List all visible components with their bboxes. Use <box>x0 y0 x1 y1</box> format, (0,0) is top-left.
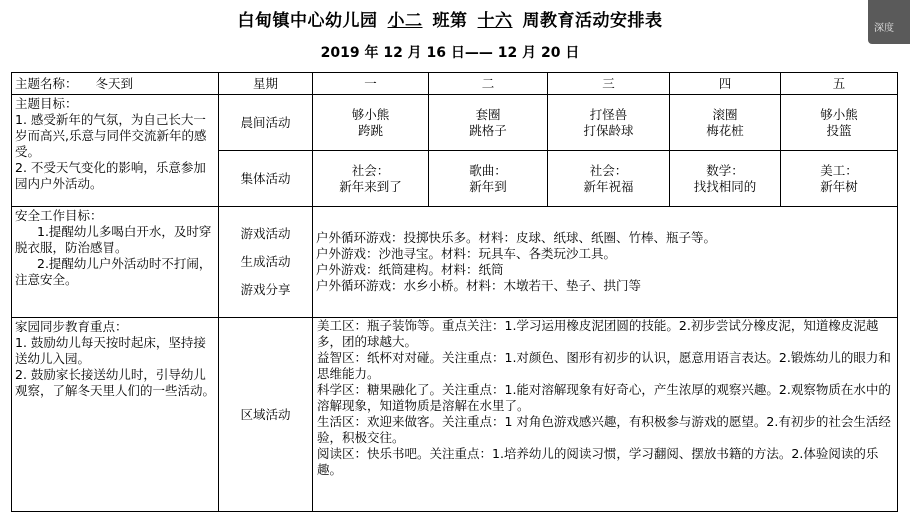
home-heading: 家园同步教育重点： <box>15 319 128 334</box>
safety-cell <box>12 207 219 318</box>
page-title <box>0 6 900 31</box>
game-line: 户外游戏：纸筒建构。材料：纸筒 <box>316 262 504 277</box>
safety-item: 1.提醒幼儿多喝白开水，及时穿脱衣服，防治感冒。 <box>15 224 212 255</box>
area-line: 科学区：糖果融化了。关注重点：1.能对溶解现象有好奇心，产生浓厚的观察兴趣。2.观察物质在水中的溶解现象，知道物质是溶解在水里了。 <box>317 382 891 413</box>
week-suffix: 周教育活动安排表 <box>522 11 663 31</box>
day-4: 四 <box>670 73 781 95</box>
morning-day-3: 打怪兽 打保龄球 <box>548 95 670 151</box>
group-day-1: 社会： 新年来到了 <box>313 151 429 207</box>
group-day-2: 歌曲： 新年到 <box>429 151 548 207</box>
theme-label: 主题名称： <box>15 75 78 91</box>
areas-content <box>313 318 898 512</box>
sharing-label: 游戏分享 <box>240 282 291 297</box>
area-line: 美工区：瓶子装饰等。重点关注：1.学习运用橡皮泥团圆的技能。2.初步尝试分橡皮泥，知道橡皮泥越多，团的球越大。 <box>317 318 879 349</box>
day-2: 二 <box>429 73 548 95</box>
class-suffix: 班第 <box>432 11 468 31</box>
morning-day-1: 够小熊 跨跳 <box>313 95 429 151</box>
group-day-3: 社会： 新年祝福 <box>548 151 670 207</box>
morning-day-2: 套圈 跳格子 <box>429 95 548 151</box>
morning-row <box>12 95 898 151</box>
games-row <box>12 207 898 318</box>
date-range: 2019 年 12 月 16 日—— 12 月 20 日 <box>320 45 580 61</box>
home-cell <box>12 318 219 512</box>
games-content <box>313 207 898 318</box>
generated-label: 生成活动 <box>240 254 291 269</box>
schedule-table <box>11 72 898 512</box>
weekday-label: 星期 <box>219 73 313 95</box>
home-item: 1. 鼓励幼儿每天按时起床，坚持接送幼儿入园。 <box>15 335 206 366</box>
header-row <box>12 73 898 95</box>
group-day-5: 美工： 新年树 <box>781 151 898 207</box>
week-value: 十六 <box>477 11 513 31</box>
goal-item: 2. 不受天气变化的影响，乐意参加园内户外活动。 <box>15 160 206 191</box>
game-line: 户外循环游戏：投掷快乐多。材料：皮球、纸球、纸圈、竹棒、瓶子等。 <box>316 230 717 245</box>
goal-item: 1. 感受新年的气氛，为自己长大一岁而高兴,乐意与同伴交流新年的感受。 <box>15 112 207 159</box>
day-1: 一 <box>313 73 429 95</box>
areas-label: 区域活动 <box>219 318 313 512</box>
group-day-4: 数学： 找找相同的 <box>670 151 781 207</box>
area-line: 生活区：欢迎来做客。关注重点：1 对角色游戏感兴趣，有积极参与游戏的愿望。2.有初步的社会生活经验，积极交往。 <box>317 414 891 445</box>
goals-heading: 主题目标： <box>15 96 78 111</box>
home-item: 2. 鼓励家长接送幼儿时，引导幼儿观察，了解冬天里人们的一些活动。 <box>15 367 216 398</box>
areas-row <box>12 318 898 512</box>
safety-heading: 安全工作目标： <box>15 208 103 223</box>
overlay-badge[interactable]: 深度 <box>868 0 910 44</box>
games-label: 游戏活动 <box>240 226 291 241</box>
group-label: 集体活动 <box>219 151 313 207</box>
day-3: 三 <box>548 73 670 95</box>
morning-day-4: 滚圈 梅花桩 <box>670 95 781 151</box>
theme-value: 冬天到 <box>95 75 134 91</box>
game-line: 户外循环游戏：水乡小桥。材料：木墩若干、垫子、拱门等 <box>316 278 642 293</box>
day-5: 五 <box>781 73 898 95</box>
game-line: 户外游戏：沙池寻宝。材料：玩具车、各类玩沙工具。 <box>316 246 617 261</box>
area-line: 益智区：纸杯对对碰。关注重点：1.对颜色、图形有初步的认识，愿意用语言表达。2.锻炼幼儿的眼力和思维能力。 <box>317 350 891 381</box>
goals-cell <box>12 95 219 207</box>
school-name: 白甸镇中心幼儿园 <box>237 11 378 31</box>
games-labels <box>219 207 313 318</box>
theme-cell <box>12 73 219 95</box>
morning-label: 晨间活动 <box>219 95 313 151</box>
class-value: 小二 <box>387 11 423 31</box>
morning-day-5: 够小熊 投篮 <box>781 95 898 151</box>
safety-item: 2.提醒幼儿户外活动时不打闹，注意安全。 <box>15 256 212 287</box>
area-line: 阅读区：快乐书吧。关注重点：1.培养幼儿的阅读习惯，学习翻阅、摆放书籍的方法。2.体验阅读的乐趣。 <box>317 446 879 477</box>
